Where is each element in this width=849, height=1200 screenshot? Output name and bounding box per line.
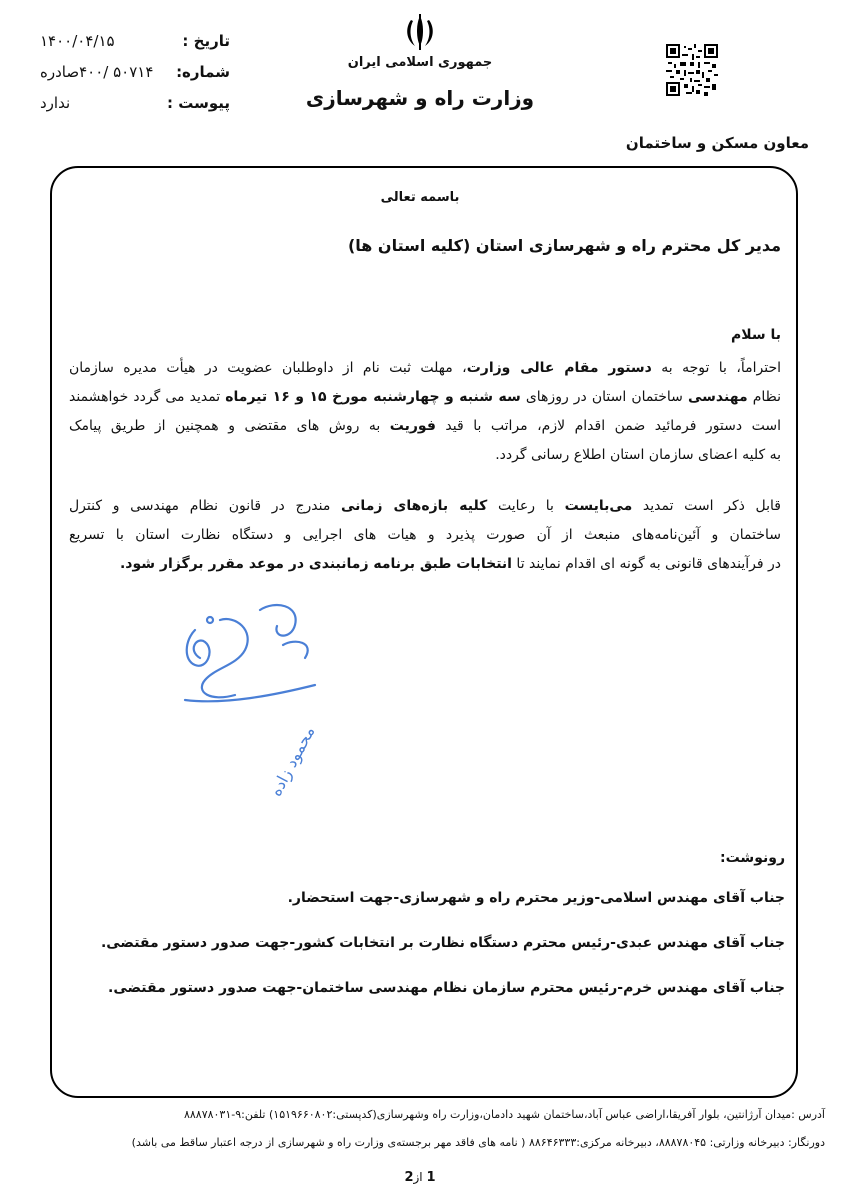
cc-item: جناب آقای مهندس خرم-رئیس محترم سازمان نظام مهندسی ساختمان-جهت صدور دستور مقتضی. <box>108 980 785 996</box>
page-indicator <box>380 1170 460 1185</box>
attachment-value: ندارد <box>40 94 71 112</box>
paragraph-2-line-3: در فرآیندهای قانونی به گونه ای اقدام نمایند تا انتخابات طبق برنامه زمانبندی در موعد مقرر برگزار شود. <box>119 556 781 572</box>
cc-item: جناب آقای مهندس عبدی-رئیس محترم دستگاه نظارت بر انتخابات کشور-جهت صدور دستور مقتضی. <box>100 935 785 951</box>
greeting: با سلام <box>730 327 781 343</box>
number-label: شماره: <box>176 63 230 81</box>
date-label: تاریخ : <box>182 32 230 50</box>
ministry-name: وزارت راه و شهرسازی <box>305 86 535 110</box>
paragraph-1-line-4: به کلیه اعضای سازمان استان اطلاع رسانی گردد. <box>495 447 781 463</box>
cc-title: رونوشت: <box>720 850 785 866</box>
paragraph-2 <box>69 492 781 579</box>
paragraph-2-line-1: قابل ذکر است تمدید می‌بایست با رعایت کلیه بازه‌های زمانی مندرج در قانون نظام مهندسی و کنترل <box>69 498 781 514</box>
attachment-label: پیوست : <box>166 94 230 112</box>
signature-name: محمود زاده <box>265 722 319 800</box>
paragraph-1-line-3: است دستور فرمائید ضمن اقدام لازم، مراتب با قید فوریت به روش های مقتضی و همچنین از طریق پیامک <box>69 418 781 434</box>
page-current: 1 <box>426 1170 436 1185</box>
number-row <box>40 63 230 81</box>
paragraph-1 <box>69 354 781 470</box>
qr-code-icon <box>666 44 718 96</box>
addressee: مدیر کل محترم راه و شهرسازی استان (کلیه استان ها) <box>347 236 781 255</box>
footer-address: آدرس :میدان آرژانتین، بلوار آفریقا،اراضی عباس آباد،ساختمان شهید دادمان،وزارت راه وشهرسازی(کدپستی:۱۵۱۹۶۶۰۸۰۲) تلفن:۹-۸۸۸۷۸۰۳۱ <box>183 1108 825 1121</box>
paragraph-1-line-2: نظام مهندسی ساختمان استان در روزهای سه شنبه و چهارشنبه مورخ ۱۵ و ۱۶ تیرماه تمدید می گردد خواهشمند <box>69 389 782 405</box>
page-separator: از <box>413 1170 427 1184</box>
iran-emblem-icon <box>402 12 438 52</box>
footer-fax: دورنگار: دبیرخانه وزارتی: ۸۸۸۷۸۰۴۵، دبیرخانه مرکزی:۸۸۶۴۶۳۳۳ ( نامه های فاقد مهر برجسته‌ی وزارت راه و شهرسازی از درجه اعتبار ساقط می باشد) <box>131 1136 825 1149</box>
paragraph-2-line-2: ساختمان و آئین‌نامه‌های منبعث از آن صورت پذیرد و هیات های اجرایی و دستگاه نظارت استان با تسریع <box>69 527 781 543</box>
attachment-row <box>40 94 230 112</box>
cc-item: جناب آقای مهندس اسلامی-وزیر محترم راه و شهرسازی-جهت استحضار. <box>287 890 785 906</box>
bismillah: باسمه تعالی <box>380 190 460 205</box>
number-value: ۵۰۷۱۴ /۴۰۰صادره <box>40 63 154 81</box>
page-total: 2 <box>404 1170 414 1185</box>
paragraph-1-line-1: احتراماً، با توجه به دستور مقام عالی وزارت، مهلت ثبت نام از داوطلبان عضویت در هیأت مدیره سازمان <box>69 360 781 376</box>
letter-frame <box>50 166 798 1098</box>
country-name: جمهوری اسلامی ایران <box>347 55 493 70</box>
handwritten-signature <box>165 590 340 800</box>
date-row <box>40 32 230 50</box>
deputy-title: معاون مسکن و ساختمان <box>625 134 809 152</box>
date-value: ۱۴۰۰/۰۴/۱۵ <box>40 32 115 50</box>
